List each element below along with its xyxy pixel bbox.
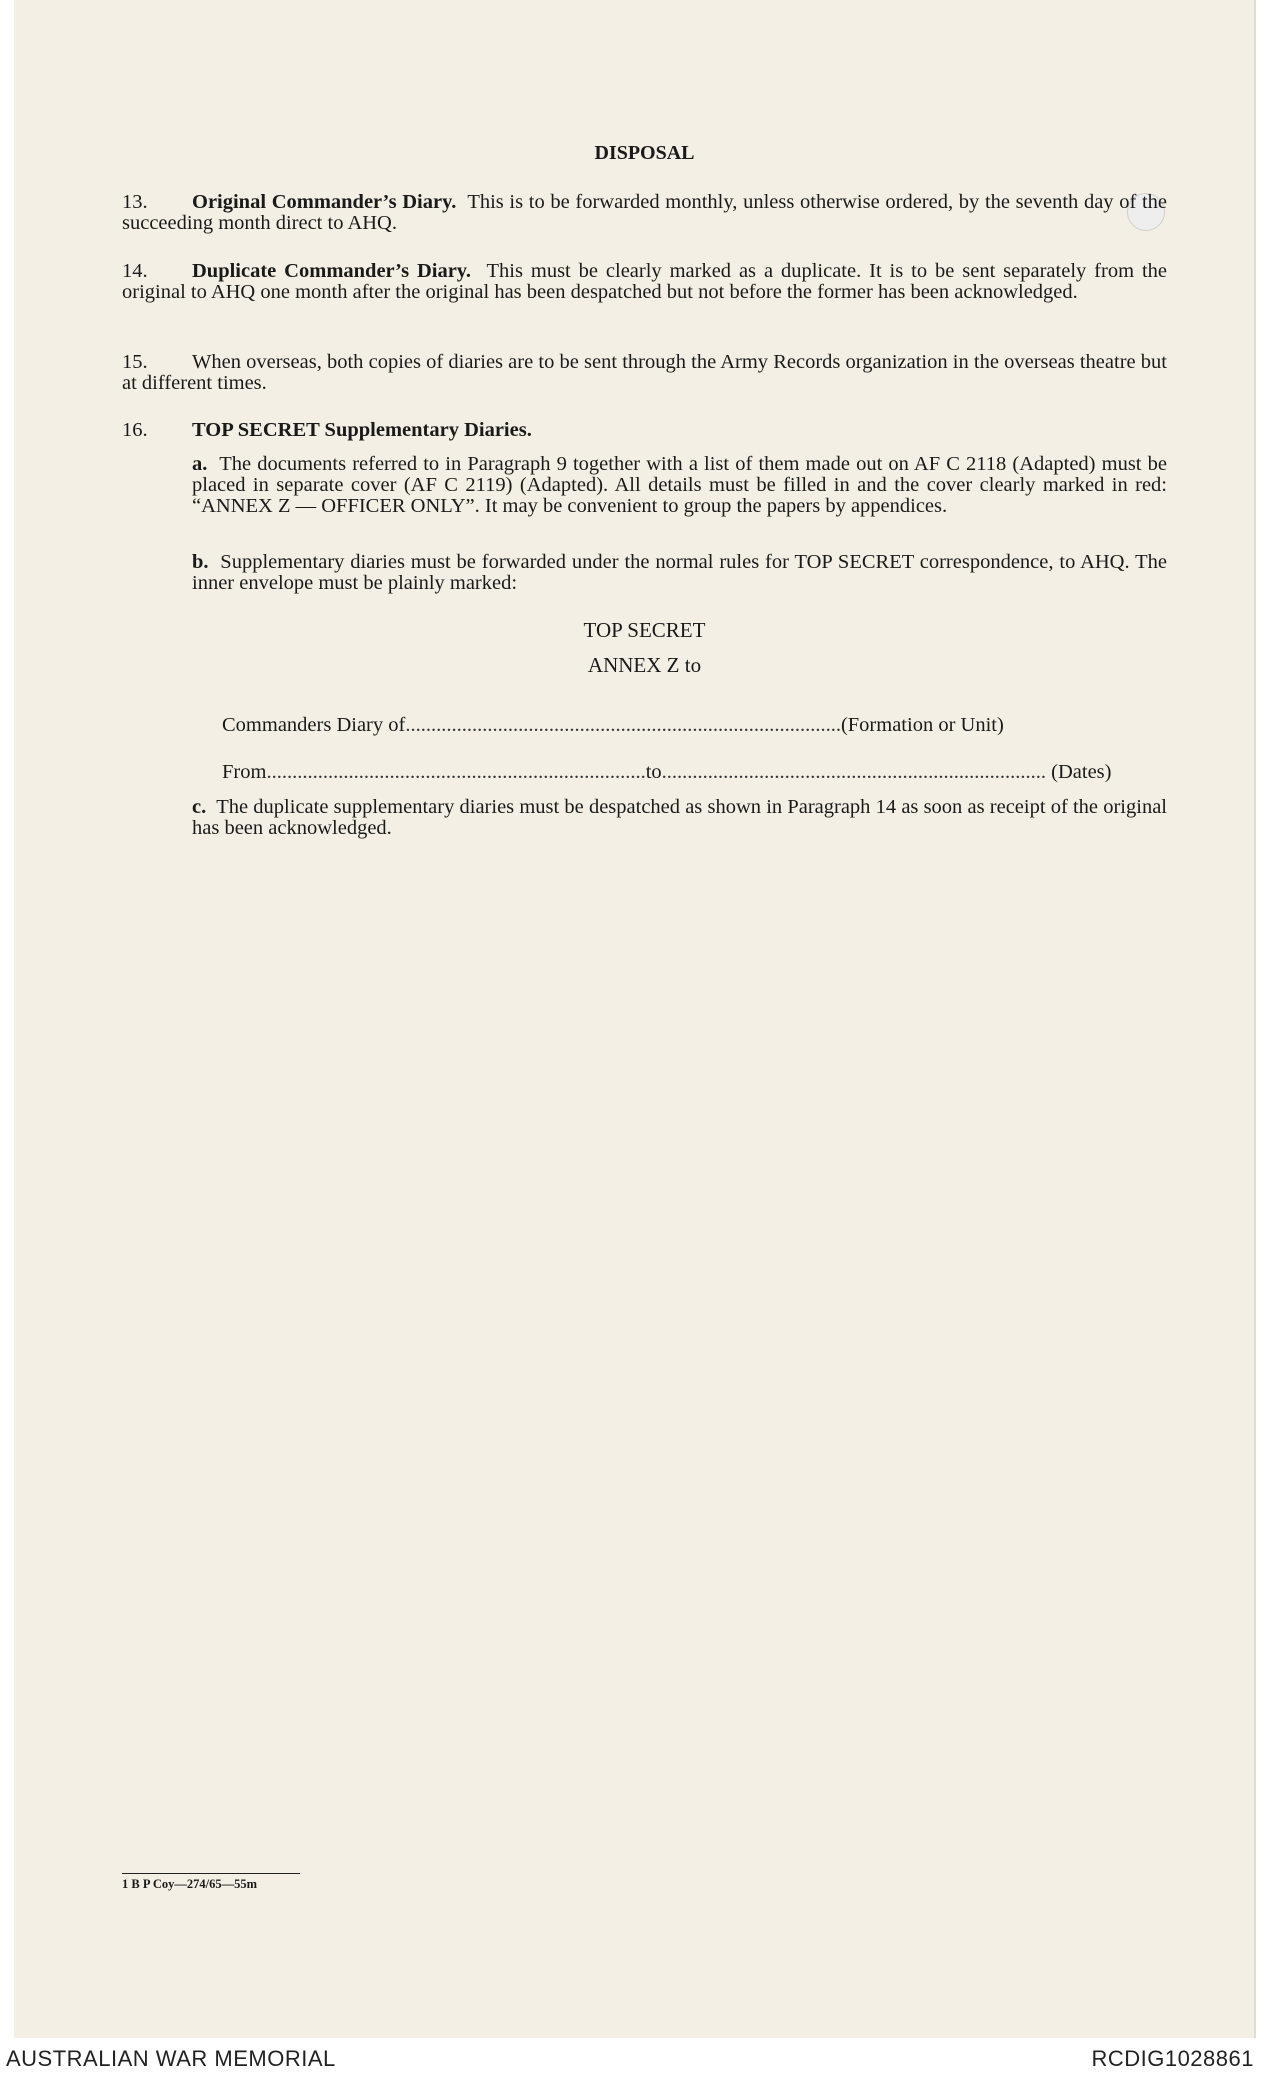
subparagraph-text: Supplementary diaries must be forwarded under the normal rules for TOP SECRET correspondence, to AHQ. The inner envelope must be plainly marked: [192,551,1167,594]
subparagraph-label: a. [192,453,208,475]
form-label: (Dates) [1051,761,1112,783]
paragraph-text: When overseas, both copies of diaries are to be sent through the Army Records organization in the overseas theatre but at different times. [122,351,1167,394]
form-label: (Formation or Unit) [840,714,1004,736]
paragraph-title: Original Commander’s Diary. [192,191,457,213]
paragraph-15 [122,352,1167,394]
footer-institution: AUSTRALIAN WAR MEMORIAL [6,2046,336,2071]
paragraph-number: 15. [122,351,148,373]
paragraph-text: This must be clearly marked as a duplicate. It is to be sent separately from the original to AHQ one month after the original has been despatched but not before the former has been acknowledged. [122,260,1167,303]
blank-dotted-line: ........................................................................... [661,761,1047,783]
section-heading: DISPOSAL [594,142,695,164]
envelope-marking-top-secret: TOP SECRET [583,618,706,642]
paragraph-number: 14. [122,260,148,282]
subparagraph-b [192,552,1167,594]
form-line-commanders-diary [222,715,1052,736]
footer-record-id: RCDIG1028861 [1091,2046,1254,2071]
envelope-marking-annex: ANNEX Z to [587,653,702,677]
subparagraph-text: The duplicate supplementary diaries must be despatched as shown in Paragraph 14 as soon as receipt of the original has been acknowledged. [192,796,1167,839]
form-label: From [222,761,267,783]
paragraph-16-heading [122,420,1167,441]
subparagraph-label: b. [192,551,209,573]
form-line-dates [222,761,1112,783]
form-label: to [645,761,662,783]
paragraph-text: This is to be forwarded monthly, unless otherwise ordered, by the seventh day of the succeeding month direct to AHQ. [122,191,1167,234]
subparagraph-label: c. [192,796,207,818]
paragraph-title: TOP SECRET Supplementary Diaries. [192,419,532,441]
paragraph-number: 16. [122,419,148,441]
printer-imprint: 1 B P Coy—274/65—55m [122,1873,300,1892]
blank-dotted-line: ..................................................................................... [405,714,841,736]
blank-dotted-line: .......................................................................... [266,761,646,783]
form-label: Commanders Diary of [222,714,406,736]
subparagraph-text: The documents referred to in Paragraph 9 together with a list of them made out on AF C 2118 (Adapted) must be placed in separate cover (AF C 2119) (Adapted). All details must be filled in and the cover clearly marked in red: “ANNEX Z — OFFICER ONLY”. It may be convenient to group the papers by appendices. [192,453,1167,517]
document-page [14,0,1256,2038]
subparagraph-c [192,797,1167,839]
paragraph-number: 13. [122,191,148,213]
paragraph-13 [122,192,1167,234]
paragraph-14 [122,261,1167,303]
paragraph-title: Duplicate Commander’s Diary. [192,260,472,282]
subparagraph-a [192,454,1167,517]
